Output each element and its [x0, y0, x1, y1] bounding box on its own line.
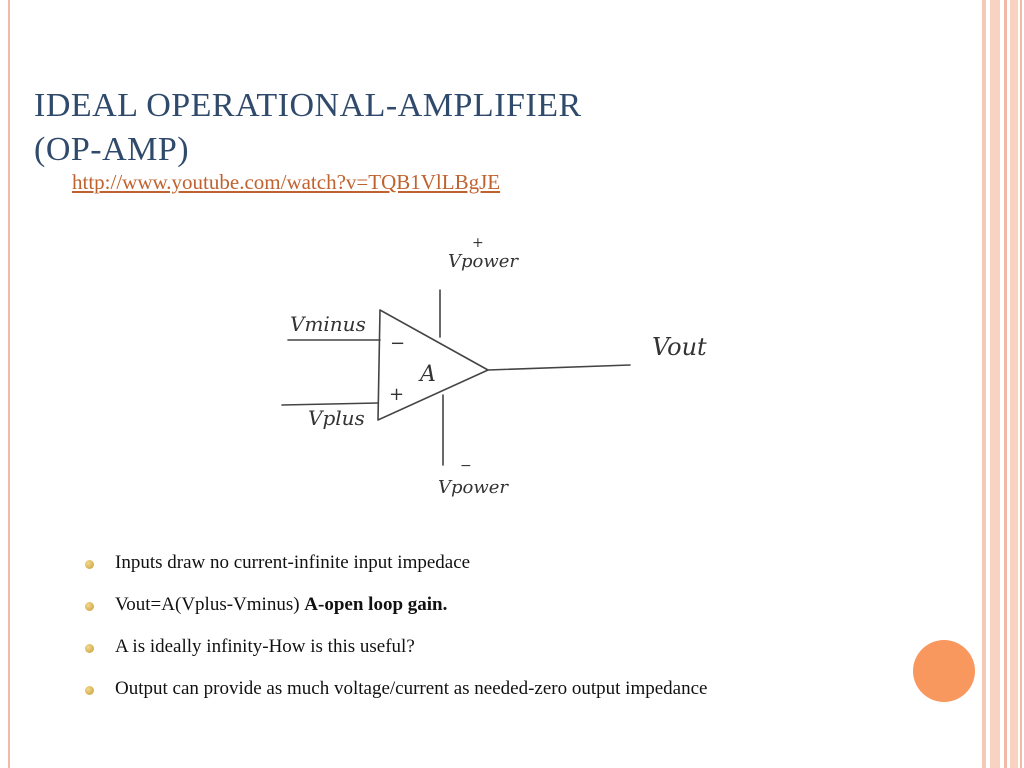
right-border-stripes — [978, 0, 1024, 768]
slide-title — [34, 84, 734, 172]
vplus-wire — [282, 403, 378, 405]
bullet-bold-text: A-open loop gain. — [304, 594, 448, 615]
sign-minus: − — [390, 333, 406, 354]
bullet-text: Vout=A(Vplus-Vminus) — [115, 594, 305, 615]
bullet-item-3 — [85, 636, 845, 658]
decorative-orange-circle — [913, 640, 975, 702]
label-vout: Vout — [652, 333, 707, 361]
bullet-text: Output can provide as much voltage/current as needed-zero output impedance — [115, 678, 708, 699]
label-vminus: Vminus — [290, 312, 366, 336]
left-border-line — [8, 0, 10, 768]
bullet-list — [85, 552, 845, 720]
sign-plus: + — [389, 384, 405, 405]
superscript-minus: − — [460, 458, 472, 474]
superscript-plus: + — [472, 235, 484, 251]
label-vplus: Vplus — [308, 406, 365, 430]
bullet-text: Inputs draw no current-infinite input impedace — [115, 552, 471, 573]
label-vpower-negative: Vpower — [438, 477, 509, 498]
title-line-1: IDEAL OPERATIONAL-AMPLIFIER — [34, 87, 582, 124]
bullet-dot-icon — [85, 560, 94, 569]
bullet-text: A is ideally infinity-How is this useful? — [115, 636, 415, 657]
op-amp-diagram — [250, 225, 750, 535]
label-gain-a: A — [420, 362, 436, 387]
bullet-dot-icon — [85, 686, 94, 695]
bullet-item-4 — [85, 678, 845, 700]
bullet-item-2 — [85, 594, 845, 616]
bullet-dot-icon — [85, 602, 94, 611]
bullet-dot-icon — [85, 644, 94, 653]
label-vpower-positive: Vpower — [448, 251, 519, 272]
title-line-2: (OP-AMP) — [34, 131, 190, 168]
bullet-item-1 — [85, 552, 845, 574]
youtube-link[interactable]: http://www.youtube.com/watch?v=TQB1VlLBgJE — [72, 170, 501, 194]
vout-wire — [488, 365, 630, 370]
